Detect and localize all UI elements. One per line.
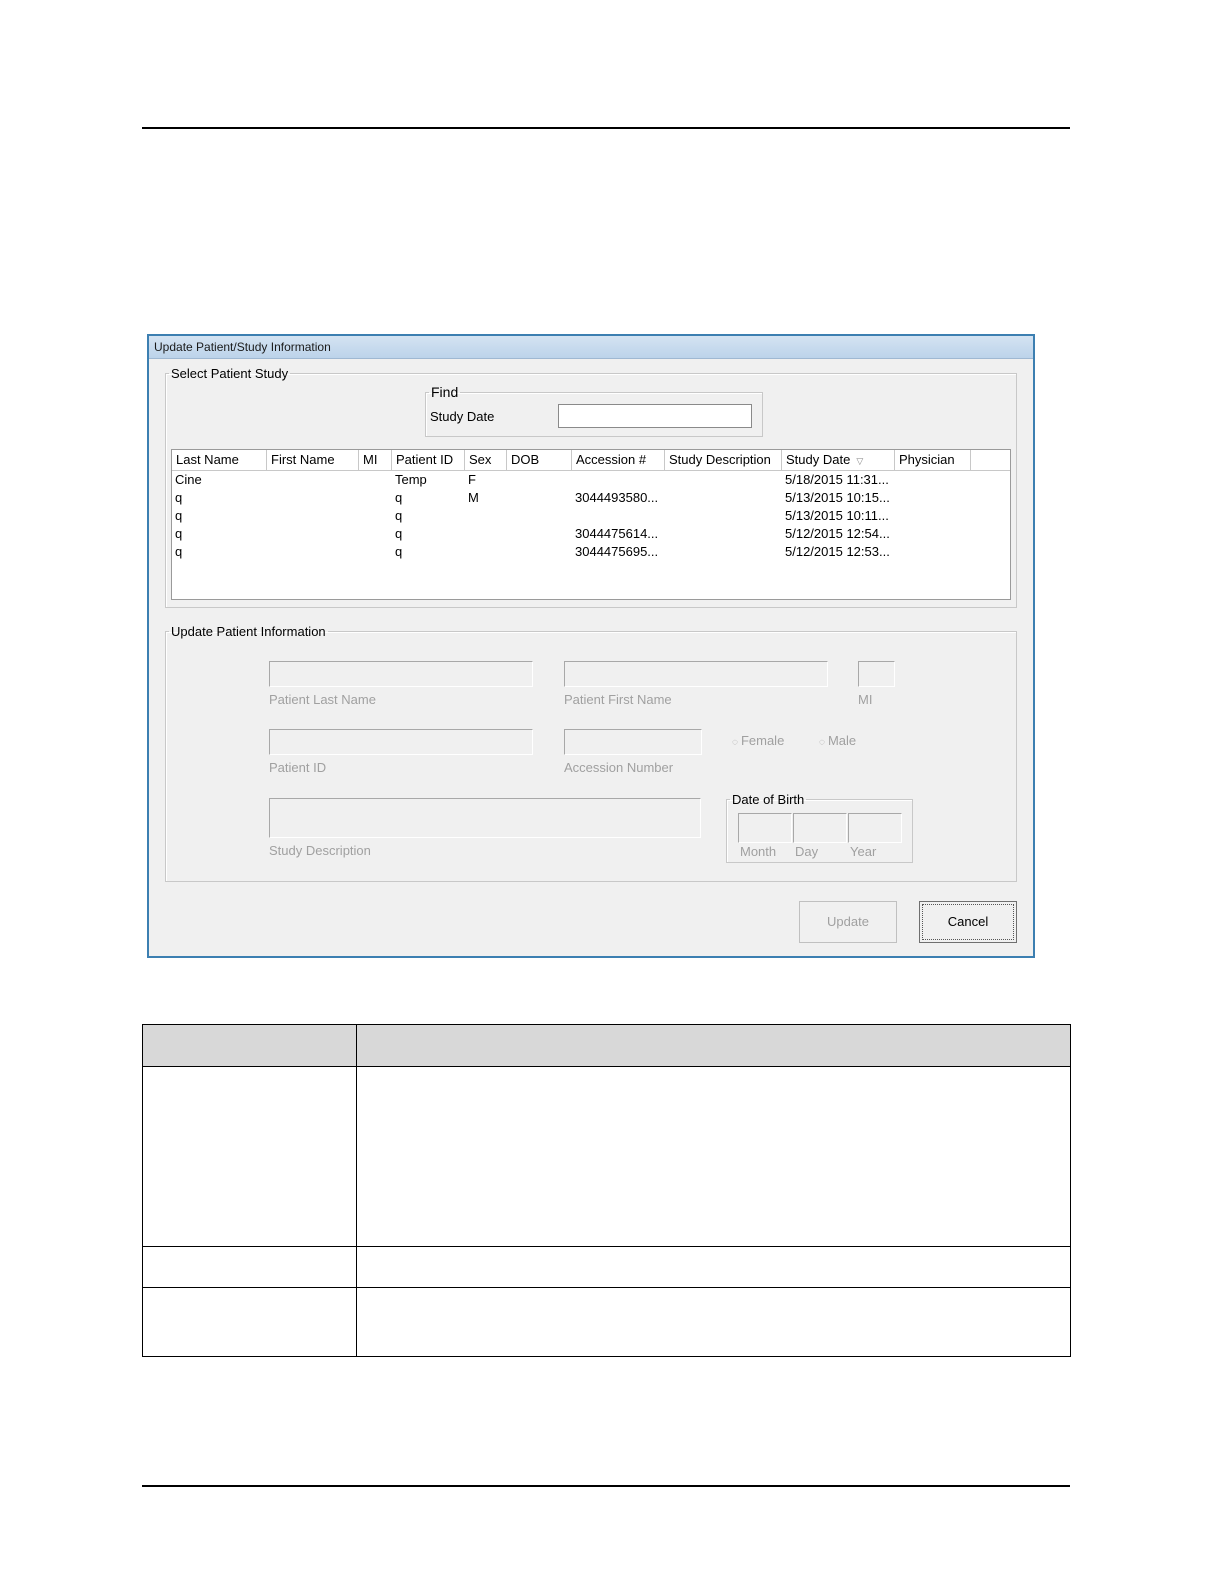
update-patient-study-dialog <box>147 334 1035 958</box>
column-header-label: MI <box>363 452 378 467</box>
year-label: Year <box>850 844 877 859</box>
list-cell: q <box>395 526 403 541</box>
accession-number-field[interactable] <box>564 729 702 755</box>
list-cell: 5/13/2015 10:15... <box>785 490 890 505</box>
update-patient-information-label: Update Patient Information <box>171 624 326 639</box>
column-header-accession[interactable] <box>572 450 665 470</box>
day-label: Day <box>795 844 819 859</box>
mi-field[interactable] <box>858 661 895 687</box>
list-cell: F <box>468 472 476 487</box>
radio-icon: ◌ <box>732 737 738 748</box>
male-label: Male <box>827 733 857 748</box>
table-header-cell <box>357 1025 1071 1067</box>
list-cell: Temp <box>395 472 427 487</box>
list-item[interactable] <box>172 543 1010 561</box>
mi-label: MI <box>858 692 873 707</box>
list-cell: q <box>395 490 403 505</box>
list-cell: 5/12/2015 12:53... <box>785 544 890 559</box>
date-of-birth-label: Date of Birth <box>732 792 805 807</box>
list-cell: q <box>175 544 183 559</box>
column-header-first-name[interactable] <box>267 450 359 470</box>
dialog-title: Update Patient/Study Information <box>149 336 1033 359</box>
update-button[interactable]: Update <box>799 901 897 943</box>
column-header-label: First Name <box>271 452 335 467</box>
description-table <box>142 1024 1071 1357</box>
patient-last-name-label: Patient Last Name <box>269 692 376 707</box>
study-date-label: Study Date <box>430 409 495 424</box>
table-cell <box>143 1288 357 1357</box>
patient-first-name-field[interactable] <box>564 661 828 687</box>
list-cell: 5/13/2015 10:11... <box>785 508 889 523</box>
column-header-label: Accession # <box>576 452 647 467</box>
list-cell: q <box>395 544 403 559</box>
cancel-button[interactable]: Cancel <box>919 901 1017 943</box>
column-header-label: Sex <box>469 452 492 467</box>
table-row <box>143 1288 1071 1357</box>
list-cell: q <box>175 490 183 505</box>
column-header-last-name[interactable] <box>172 450 267 470</box>
patient-last-name-field[interactable] <box>269 661 533 687</box>
list-cell: 3044475614... <box>575 526 659 541</box>
male-radio[interactable] <box>819 733 856 748</box>
column-header-label: Last Name <box>176 452 239 467</box>
list-cell: M <box>468 490 479 505</box>
list-item[interactable] <box>172 507 1010 525</box>
study-date-find-input[interactable] <box>558 404 752 428</box>
list-item[interactable] <box>172 489 1010 507</box>
column-header-label: Physician <box>899 452 955 467</box>
female-label: Female <box>740 733 785 748</box>
column-header-label: Study Description <box>669 452 771 467</box>
column-header-sex[interactable] <box>465 450 507 470</box>
column-header-physician[interactable] <box>895 450 971 470</box>
table-header-cell <box>143 1025 357 1067</box>
dob-month-field[interactable] <box>738 813 792 843</box>
table-row <box>143 1067 1071 1247</box>
header-rule <box>142 127 1070 129</box>
list-cell: q <box>175 508 183 523</box>
radio-icon: ◌ <box>819 737 825 748</box>
find-label: Find <box>431 384 459 400</box>
list-cell: q <box>175 526 183 541</box>
list-cell: 5/12/2015 12:54... <box>785 526 890 541</box>
patient-id-label: Patient ID <box>269 760 327 775</box>
sort-descending-icon: ▽ <box>856 456 864 466</box>
list-cell: 3044493580... <box>575 490 659 505</box>
list-body <box>172 471 1010 561</box>
table-cell <box>143 1067 357 1247</box>
list-item[interactable] <box>172 525 1010 543</box>
patient-first-name-label: Patient First Name <box>564 692 672 707</box>
table-cell <box>357 1067 1071 1247</box>
list-cell: 5/18/2015 11:31... <box>785 472 889 487</box>
footer-rule <box>142 1485 1070 1487</box>
table-cell <box>357 1288 1071 1357</box>
select-patient-study-label: Select Patient Study <box>171 366 289 381</box>
column-header-label: Study Date <box>786 452 851 467</box>
column-header-label: DOB <box>511 452 540 467</box>
column-header-label: Patient ID <box>396 452 454 467</box>
table-cell <box>357 1247 1071 1288</box>
column-header-dob[interactable] <box>507 450 572 470</box>
dob-year-field[interactable] <box>848 813 902 843</box>
column-header-mi[interactable] <box>359 450 392 470</box>
list-cell: q <box>395 508 403 523</box>
patient-study-list[interactable] <box>171 449 1011 600</box>
table-cell <box>143 1247 357 1288</box>
patient-id-field[interactable] <box>269 729 533 755</box>
month-label: Month <box>740 844 777 859</box>
study-description-field[interactable] <box>269 798 701 838</box>
study-description-label: Study Description <box>269 843 371 858</box>
table-row <box>143 1247 1071 1288</box>
list-cell: 3044475695... <box>575 544 659 559</box>
table-header-row <box>143 1025 1071 1067</box>
female-radio[interactable] <box>732 733 784 748</box>
list-cell: Cine <box>175 472 202 487</box>
list-header <box>172 450 1010 471</box>
list-item[interactable] <box>172 471 1010 489</box>
column-header-study-date[interactable] <box>782 450 895 470</box>
accession-number-label: Accession Number <box>564 760 674 775</box>
column-header-study-description[interactable] <box>665 450 782 470</box>
column-header-patient-id[interactable] <box>392 450 465 470</box>
dob-day-field[interactable] <box>793 813 847 843</box>
